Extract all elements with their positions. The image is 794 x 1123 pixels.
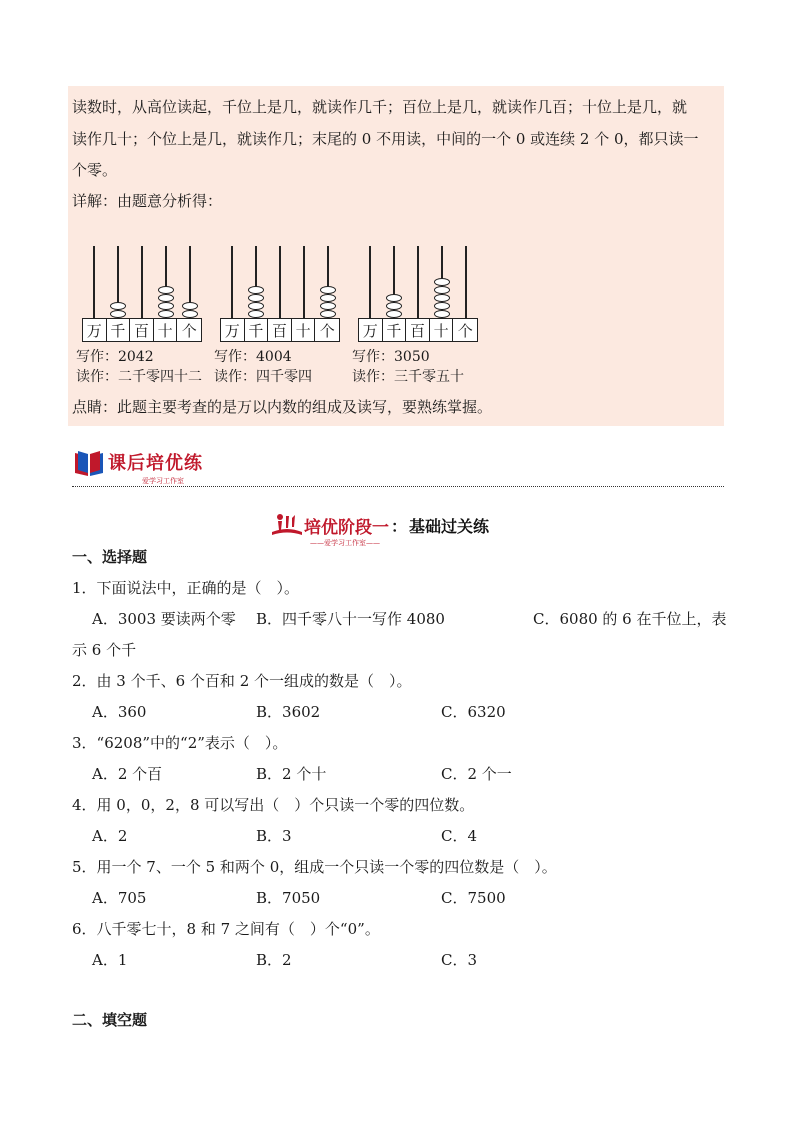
abacus-bead (434, 294, 450, 302)
explanation-line-3: 个零。 (72, 161, 118, 179)
question-1-continuation: 示 6 个千 (72, 641, 137, 659)
abacus-place-label: 百 (406, 319, 430, 341)
abacus-place-label: 百 (268, 319, 292, 341)
question-1-option-c: C．6080 的 6 在千位上，表 (533, 610, 727, 628)
abacus-bead (434, 286, 450, 294)
abacus-bead (320, 310, 336, 318)
abacus-bead (158, 294, 174, 302)
abacus-bead (248, 302, 264, 310)
abacus-rod (417, 246, 419, 318)
abacus-bead (110, 310, 126, 318)
logo-subtitle: 爱学习工作室 (142, 477, 184, 485)
abacus-place-row (358, 318, 478, 342)
abacus-place-label: 十 (430, 319, 454, 341)
abacus-bead (182, 310, 198, 318)
question-5-option-c: C．7500 (441, 889, 506, 907)
question-1-option-a: A．3003 要读两个零 (92, 610, 236, 628)
question-4-option-c: C．4 (441, 827, 478, 845)
abacus-bead (320, 302, 336, 310)
question-5: 5．用一个 7、一个 5 和两个 0，组成一个只读一个零的四位数是（ ）。 (72, 858, 557, 876)
question-4: 4．用 0，0，2，8 可以写出（ ）个只读一个零的四位数。 (72, 796, 475, 814)
question-6-option-c: C．3 (441, 951, 478, 969)
question-2-option-c: C．6320 (441, 703, 506, 721)
logo-title: 课后培优练 (108, 453, 203, 474)
stage-colon: ： (391, 516, 408, 536)
question-6-option-a: A．1 (92, 951, 128, 969)
abacus-read-text: 读作：二千零四十二 (76, 369, 202, 385)
abacus-place-label: 万 (221, 319, 245, 341)
abacus-bead (386, 310, 402, 318)
abacus-bead (320, 294, 336, 302)
abacus-bead (110, 302, 126, 310)
abacus-bead (386, 302, 402, 310)
stage-subtitle-text: 基础过关练 (409, 516, 490, 536)
section-fill-heading: 二、填空题 (72, 1011, 148, 1029)
abacus-bead (434, 278, 450, 286)
abacus-bead (434, 310, 450, 318)
question-4-option-a: A．2 (92, 827, 128, 845)
question-2-option-a: A．360 (92, 703, 147, 721)
abacus-rod (141, 246, 143, 318)
abacus-bead (248, 294, 264, 302)
detail-label: 详解：由题意分析得： (72, 192, 223, 210)
abacus-place-label: 千 (383, 319, 407, 341)
stage-title: 培优阶段一 (304, 517, 389, 538)
abacus-rod (465, 246, 467, 318)
question-2: 2．由 3 个千、6 个百和 2 个一组成的数是（ ）。 (72, 672, 412, 690)
abacus-write-text: 写作：2042 (76, 349, 154, 365)
stage-studio-label: ——爱学习工作室—— (310, 539, 380, 547)
abacus-bead (434, 302, 450, 310)
abacus-bead (248, 310, 264, 318)
abacus-bead (320, 286, 336, 294)
question-1: 1．下面说法中，正确的是（ ）。 (72, 579, 300, 597)
abacus-place-row (82, 318, 202, 342)
abacus-place-label: 十 (292, 319, 316, 341)
abacus-place-label: 万 (359, 319, 383, 341)
abacus-bead (158, 302, 174, 310)
abacus-place-label: 十 (154, 319, 178, 341)
question-3-option-a: A．2 个百 (92, 765, 163, 783)
question-2-option-b: B．3602 (256, 703, 321, 721)
abacus-rod (231, 246, 233, 318)
abacus-place-label: 百 (130, 319, 154, 341)
abacus-read-text: 读作：四千零四 (214, 369, 312, 385)
question-3-option-b: B．2 个十 (256, 765, 327, 783)
abacus-rod (303, 246, 305, 318)
abacus-bead (386, 294, 402, 302)
abacus-place-label: 千 (107, 319, 131, 341)
section-choice-heading: 一、选择题 (72, 548, 148, 566)
question-5-option-b: B．7050 (256, 889, 321, 907)
book-icon (72, 449, 106, 477)
abacus-rod (369, 246, 371, 318)
question-4-option-b: B．3 (256, 827, 292, 845)
comment-text: 点睛：此题主要考查的是万以内数的组成及读写，要熟练掌握。 (72, 398, 493, 416)
abacus-place-label: 个 (181, 321, 197, 340)
question-3-option-c: C．2 个一 (441, 765, 512, 783)
question-6-option-b: B．2 (256, 951, 292, 969)
abacus-place-label: 个 (319, 321, 335, 340)
abacus-read-text: 读作：三千零五十 (352, 369, 464, 385)
question-1-option-b: B．四千零八十一写作 4080 (256, 610, 445, 628)
abacus-bead (248, 286, 264, 294)
explanation-line-1: 读数时，从高位读起，千位上是几，就读作几千；百位上是几，就读作几百；十位上是几，就 (72, 98, 688, 116)
abacus-place-label: 千 (245, 319, 269, 341)
question-6: 6．八千零七十，8 和 7 之间有（ ）个“0”。 (72, 920, 380, 938)
abacus-rod (279, 246, 281, 318)
abacus-place-row (220, 318, 340, 342)
section-divider (72, 486, 724, 487)
abacus-place-label: 万 (83, 319, 107, 341)
abacus-write-text: 写作：4004 (214, 349, 292, 365)
question-5-option-a: A．705 (92, 889, 147, 907)
explanation-line-2: 读作几十；个位上是几，就读作几；末尾的 0 不用读，中间的一个 0 或连续 2 个 0，都只读一 (72, 130, 699, 148)
reading-figure-icon (270, 512, 304, 538)
after-class-logo (72, 449, 203, 486)
stage-heading (270, 512, 489, 538)
abacus-write-text: 写作：3050 (352, 349, 430, 365)
abacus-bead (182, 302, 198, 310)
abacus-place-label: 个 (457, 321, 473, 340)
abacus-bead (158, 310, 174, 318)
abacus-rod (93, 246, 95, 318)
question-3: 3．“6208”中的“2”表示（ ）。 (72, 734, 288, 752)
abacus-bead (158, 286, 174, 294)
